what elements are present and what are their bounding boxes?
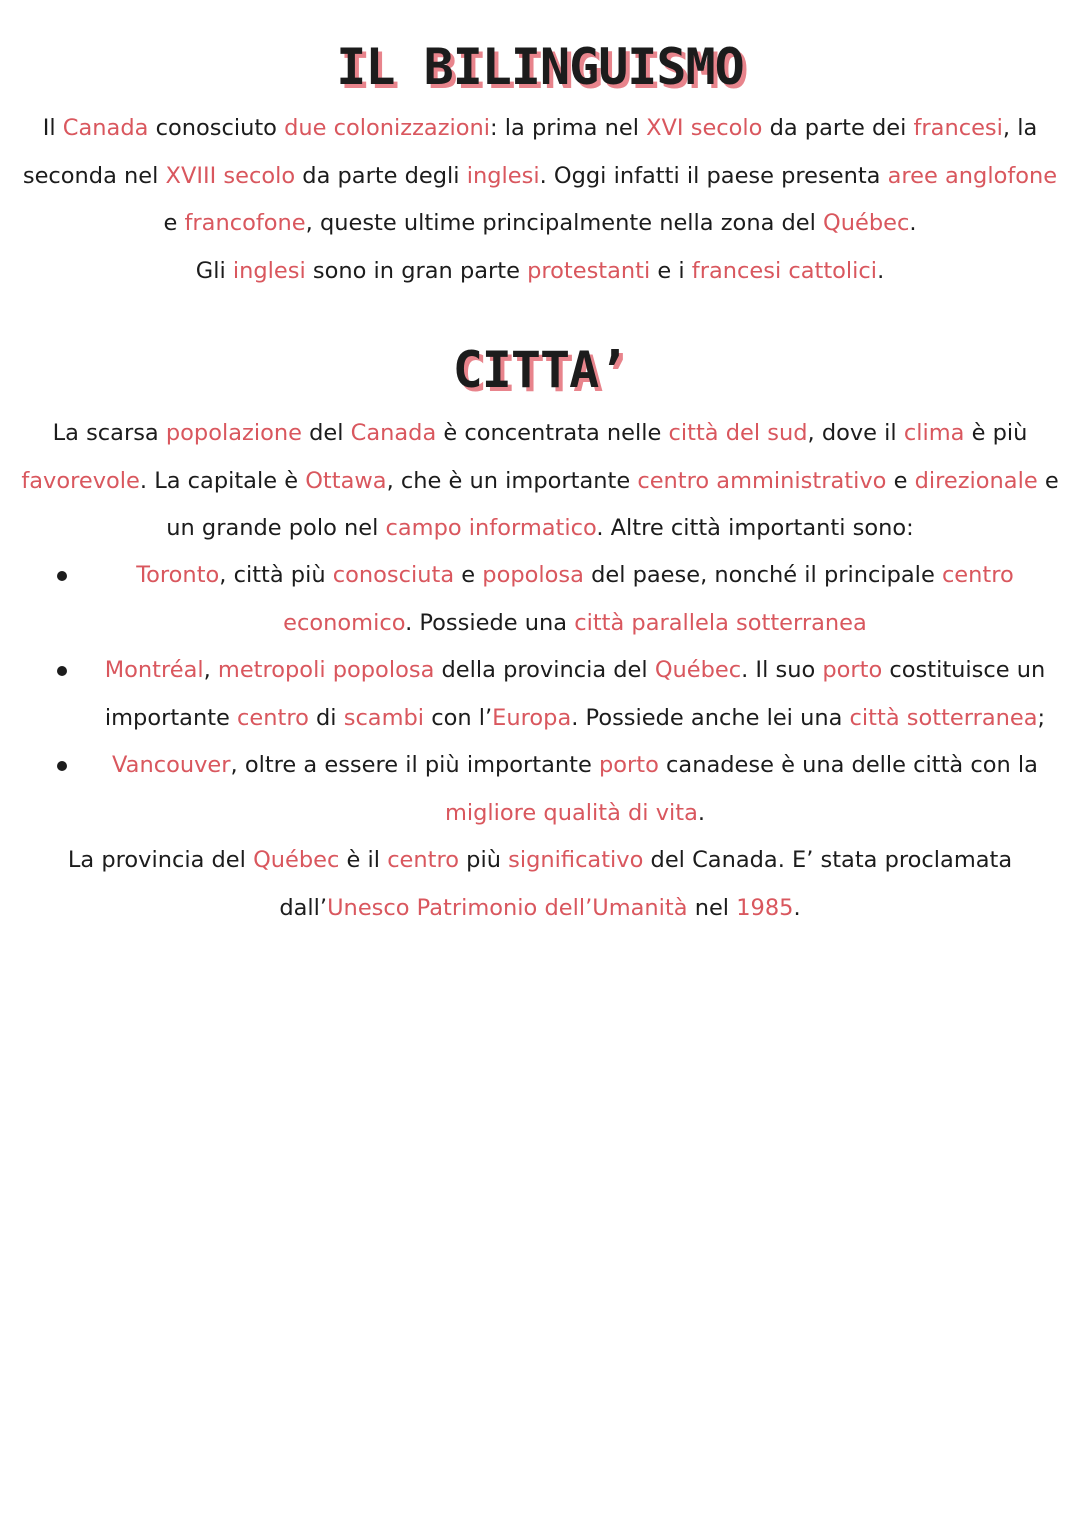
text-run: .: [909, 210, 917, 236]
highlighted-term: porto: [822, 657, 883, 683]
highlighted-term: città del sud: [668, 420, 808, 446]
highlighted-term: francesi: [913, 115, 1003, 141]
text-run: .: [877, 257, 885, 284]
text-run: La provincia del: [67, 847, 254, 873]
text-run: nel: [687, 894, 737, 921]
text-run: . Possiede una: [405, 609, 575, 636]
text-run: più: [459, 847, 509, 873]
highlighted-term: protestanti: [527, 257, 651, 284]
list-item-text: [112, 752, 1038, 826]
text-run: , dove il: [807, 420, 904, 446]
highlighted-term: significativo: [508, 847, 644, 873]
text-run: ;: [1037, 704, 1046, 731]
text-run: della provincia del: [434, 657, 655, 683]
text-run: : la prima nel: [490, 115, 647, 141]
highlighted-term: centro amministrativo: [637, 467, 887, 494]
paragraph-bilinguismo: [20, 105, 1060, 295]
bullet-icon: [57, 666, 67, 676]
text-run: da parte dei: [762, 115, 914, 141]
text-run: conosciuto: [148, 115, 285, 141]
list-item-montreal: [40, 647, 1060, 742]
highlighted-term: XVIII secolo: [165, 162, 296, 189]
paragraph-quebec: [20, 837, 1060, 932]
highlighted-term: metropoli popolosa: [217, 657, 435, 683]
text-run: , la seconda nel: [22, 115, 1038, 189]
text-run: del paese, nonché il principale: [583, 562, 942, 588]
highlighted-term: francesi cattolici: [691, 257, 878, 284]
section-title-citta: CITTA’: [452, 341, 628, 399]
text-run: è più: [964, 420, 1028, 446]
text-run: , città più: [219, 562, 333, 588]
list-item-text: [136, 562, 1014, 636]
highlighted-term: campo informatico: [385, 515, 597, 541]
bullet-icon: [57, 761, 67, 771]
bullet-icon: [57, 571, 67, 581]
highlighted-term: due colonizzazioni: [284, 115, 491, 141]
text-run: , che è un importante: [386, 467, 638, 494]
highlighted-term: Québec: [823, 210, 910, 236]
highlighted-term: aree anglofone: [887, 162, 1058, 189]
highlighted-term: inglesi: [466, 162, 540, 189]
text-run: , queste ultime principalmente nella zona del: [305, 210, 824, 236]
highlighted-term: migliore qualità di vita: [444, 799, 698, 826]
text-run: da parte degli: [295, 162, 467, 189]
highlighted-term: città sotterranea: [849, 704, 1038, 731]
text-run: . Possiede anche lei una: [571, 704, 850, 731]
highlighted-term: inglesi: [232, 257, 306, 284]
highlighted-term: favorevole: [21, 467, 140, 494]
highlighted-term: 1985: [736, 894, 794, 921]
text-run: canadese è una delle città con la: [658, 752, 1038, 778]
list-item-toronto: [40, 552, 1060, 647]
highlighted-term: XVI secolo: [646, 115, 763, 141]
highlighted-term: direzionale: [914, 467, 1038, 494]
highlighted-term: Québec: [654, 657, 742, 683]
text-run: . Il suo: [741, 657, 823, 683]
text-run: e un grande polo nel: [166, 467, 1059, 541]
highlighted-term: Europa: [492, 704, 572, 731]
text-run: e: [454, 562, 483, 588]
list-item-vancouver: [40, 742, 1060, 837]
text-run: .: [793, 894, 801, 921]
text-run: Il: [42, 115, 63, 141]
highlighted-term: francofone: [184, 210, 306, 236]
text-run: del: [301, 420, 351, 446]
highlighted-term: Montréal: [104, 657, 204, 683]
list-item-text: [105, 657, 1046, 731]
section-title-bilinguismo: IL BILINGUISMO: [336, 38, 744, 96]
highlighted-term: Unesco Patrimonio dell’Umanità: [327, 894, 688, 921]
highlighted-term: popolazione: [165, 420, 302, 446]
highlighted-term: Canada: [350, 420, 437, 446]
highlighted-term: Canada: [62, 115, 149, 141]
text-run: ,: [203, 657, 218, 683]
text-run: .: [697, 799, 706, 826]
highlighted-term: Vancouver: [112, 752, 231, 778]
text-run: di: [308, 704, 344, 731]
text-run: costituisce un importante: [104, 657, 1046, 731]
paragraph-citta-intro: [20, 410, 1060, 553]
text-run: è concentrata nelle: [436, 420, 669, 446]
highlighted-term: centro: [237, 704, 309, 731]
text-run: e: [163, 210, 185, 236]
highlighted-term: centro: [387, 847, 460, 873]
text-run: . La capitale è: [139, 467, 306, 494]
highlighted-term: centro economico: [283, 562, 1014, 636]
text-run: del Canada. E’ stata proclamata dall’: [279, 847, 1013, 921]
text-run: La scarsa: [52, 420, 166, 446]
highlighted-term: clima: [903, 420, 965, 446]
text-run: e: [886, 467, 915, 494]
highlighted-term: Toronto: [136, 562, 220, 588]
highlighted-term: Ottawa: [305, 467, 387, 494]
highlighted-term: popolosa: [482, 562, 584, 588]
highlighted-term: conosciuta: [332, 562, 455, 588]
highlighted-term: Québec: [253, 847, 340, 873]
city-list: [40, 552, 1060, 837]
text-run: , oltre a essere il più importante: [230, 752, 599, 778]
text-run: sono in gran parte: [305, 257, 528, 284]
text-run: . Oggi infatti il paese presenta: [539, 162, 888, 189]
text-run: con l’: [424, 704, 493, 731]
highlighted-term: scambi: [343, 704, 425, 731]
text-run: . Altre città importanti sono:: [596, 515, 914, 541]
text-run: Gli: [195, 257, 233, 284]
text-run: e i: [650, 257, 692, 284]
highlighted-term: porto: [599, 752, 659, 778]
text-run: è il: [339, 847, 388, 873]
highlighted-term: città parallela sotterranea: [574, 609, 867, 636]
